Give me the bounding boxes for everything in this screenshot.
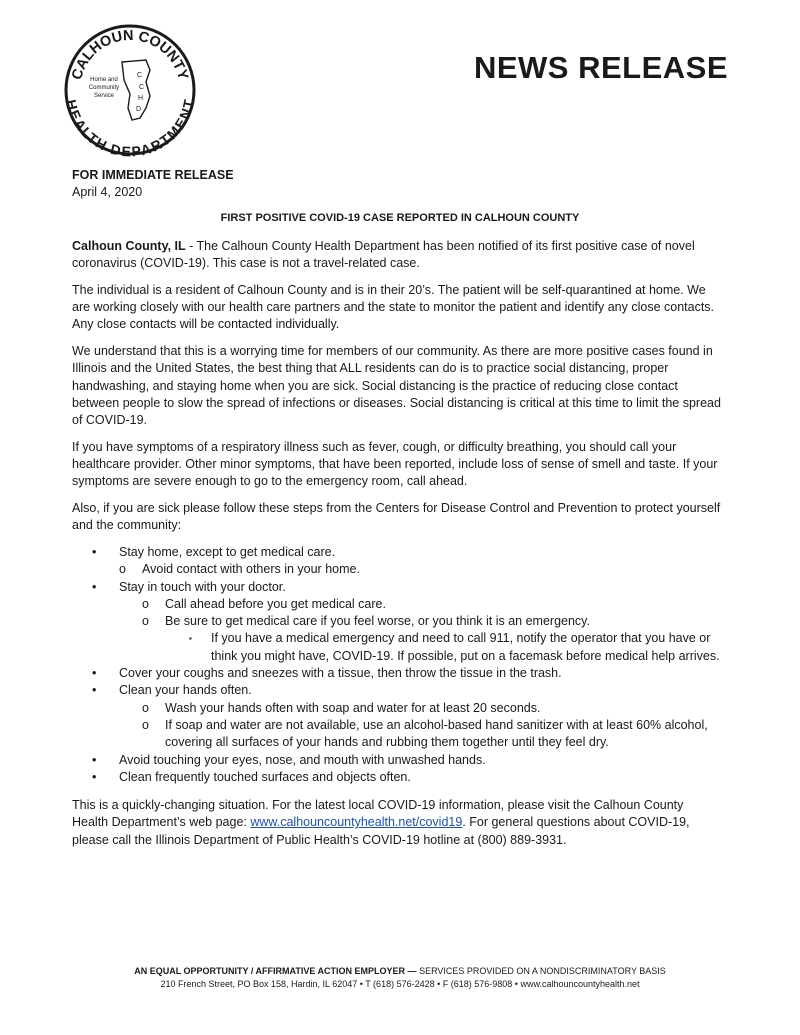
- list-item: [72, 769, 722, 786]
- news-release-title: NEWS RELEASE: [473, 50, 728, 85]
- headline: FIRST POSITIVE COVID-19 CASE REPORTED IN CALHOUN COUNTY: [220, 212, 580, 224]
- nondiscrimination-statement: SERVICES PROVIDED ON A NONDISCRIMINATORY BASIS: [416, 966, 666, 976]
- list-item: [72, 717, 722, 752]
- list-item-text: If you have a medical emergency and need to call 911, notify the operator that you have or think you might have, COVID-19. If possible, put on a facemask before medical help arrives.: [211, 631, 720, 663]
- bullet-marker: •: [92, 769, 97, 784]
- circle-marker: o: [142, 717, 149, 732]
- eeo-statement: AN EQUAL OPPORTUNITY / AFFIRMATIVE ACTION EMPLOYER —: [134, 966, 417, 976]
- circle-marker: o: [142, 614, 149, 629]
- footer-line-1: [0, 965, 800, 978]
- list-item: [72, 630, 722, 665]
- health-department-logo: [60, 20, 200, 160]
- covid19-page-link[interactable]: www.calhouncountyhealth.net/covid19: [250, 815, 463, 830]
- logo-initial-2: C: [139, 84, 145, 91]
- paragraph-1-text: - The Calhoun County Health Department has been notified of its first positive case of novel coronavirus (COVID-19). This case is not a travel-related case.: [72, 239, 695, 271]
- square-marker: ▪: [189, 634, 192, 644]
- bullet-marker: •: [92, 579, 97, 594]
- logo-bottom-text: HEALTH DEPARTMENT: [63, 98, 197, 160]
- paragraph-5: Also, if you are sick please follow these steps from the Centers for Disease Control and Prevention to protect yourself and the community:: [72, 501, 721, 533]
- list-item-text: Call ahead before you get medical care.: [165, 596, 386, 611]
- bullet-marker: •: [92, 683, 97, 698]
- list-item: [72, 752, 722, 769]
- paragraph-1: [72, 238, 722, 273]
- release-date: April 4, 2020: [72, 185, 143, 199]
- list-item-text: Wash your hands often with soap and water for at least 20 seconds.: [165, 700, 541, 715]
- list-item-text: Avoid contact with others in your home.: [142, 562, 360, 577]
- list-item-text: Be sure to get medical care if you feel worse, or you think it is an emergency.: [165, 614, 590, 629]
- article-body: [72, 238, 722, 858]
- list-item: [72, 596, 722, 613]
- list-item: [72, 665, 722, 682]
- logo-initial-3: H: [138, 95, 144, 102]
- list-item: [72, 579, 722, 596]
- bullet-marker: •: [92, 752, 97, 767]
- list-item-text: Avoid touching your eyes, nose, and mouth with unwashed hands.: [119, 752, 486, 767]
- logo-top-text: CALHOUN COUNTY: [69, 27, 191, 82]
- list-item: [72, 613, 722, 630]
- cdc-steps-list: [72, 544, 722, 786]
- closing-text-before: This is a quickly-changing situation. For the latest local COVID-19 information, please visit the Calhoun County Health Department’s web page:: [72, 798, 684, 830]
- circle-marker: o: [142, 700, 149, 715]
- release-label: FOR IMMEDIATE RELEASE: [72, 168, 234, 182]
- closing-text-after: . For general questions about COVID-19, please call the Illinois Department of Public Health’s COVID-19 hotline at (800) 889-3931.: [72, 815, 690, 847]
- list-item: [72, 700, 722, 717]
- paragraph-4: If you have symptoms of a respiratory illness such as fever, cough, or difficulty breathing, you should call your healthcare provider. Other minor symptoms, that have been reported, include loss of sense of smell and taste. If your symptoms are severe enough to go to the emergency room, call ahead.: [72, 439, 718, 489]
- list-item-text: Stay in touch with your doctor.: [119, 579, 286, 594]
- circle-marker: o: [119, 562, 126, 577]
- bullet-marker: •: [92, 544, 97, 559]
- logo-inner-line-1: Home and: [90, 77, 118, 83]
- dateline: Calhoun County, IL: [72, 239, 186, 253]
- list-item-text: Clean frequently touched surfaces and objects often.: [119, 769, 411, 784]
- list-item-text: If soap and water are not available, use an alcohol-based hand sanitizer with at least 60% alcohol, covering all surfaces of your hands and rubbing them together until they feel dry.: [165, 717, 708, 750]
- closing-paragraph: [72, 797, 722, 849]
- list-item-text: Clean your hands often.: [119, 683, 252, 698]
- page-footer: [0, 965, 800, 991]
- circle-marker: o: [142, 596, 149, 611]
- logo-inner-line-3: Service: [93, 93, 115, 99]
- logo-initial-4: D: [136, 106, 142, 113]
- paragraph-2: The individual is a resident of Calhoun County and is in their 20’s. The patient will be self-quarantined at home. We are working closely with our health care partners and the state to monitor the patient and identify any close contacts. Any close contacts will be contacted individually.: [72, 282, 715, 332]
- logo-initial-1: C: [137, 72, 143, 79]
- list-item-text: Stay home, except to get medical care.: [119, 544, 336, 559]
- list-item: [72, 544, 722, 561]
- logo-inner-line-2: Community: [88, 85, 120, 91]
- list-item: [72, 561, 722, 578]
- paragraph-3: We understand that this is a worrying time for members of our community. As there are more positive cases found in Illinois and the United States, the best thing that ALL residents can do is to practice social distancing, proper handwashing, and staying home when you are sick. Social distancing is the practice of reducing close contact between people to slow the spread of infections or diseases. Social distancing is critical at this time to limit the spread of COVID-19.: [72, 344, 721, 428]
- bullet-marker: •: [92, 666, 97, 681]
- release-info: [72, 167, 234, 201]
- list-item: [72, 682, 722, 699]
- list-item-text: Cover your coughs and sneezes with a tissue, then throw the tissue in the trash.: [119, 666, 562, 681]
- footer-contact-line: 210 French Street, PO Box 158, Hardin, IL 62047 • T (618) 576-2428 • F (618) 576-9808 • www.calhouncountyhealth.net: [160, 979, 640, 989]
